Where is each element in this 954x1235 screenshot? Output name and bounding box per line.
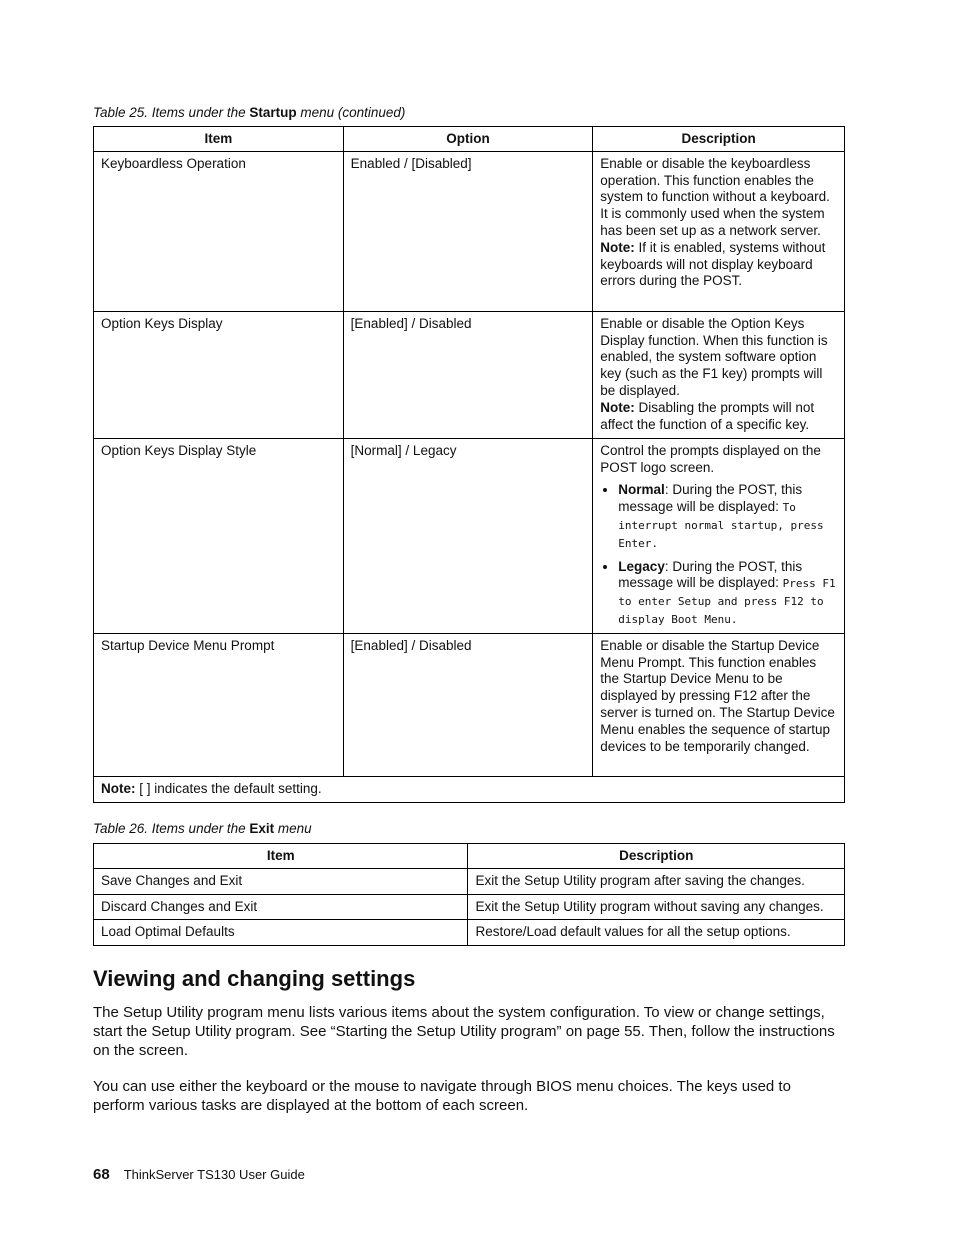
footnote-label: Note: xyxy=(101,780,136,796)
description-cell: Exit the Setup Utility program without saving any changes. xyxy=(468,894,845,920)
option-cell: [Normal] / Legacy xyxy=(343,438,593,633)
style-name: Legacy xyxy=(618,558,665,574)
table-row xyxy=(94,151,845,311)
option-cell: [Enabled] / Disabled xyxy=(343,311,593,438)
exit-menu-table xyxy=(93,843,845,946)
document-title: ThinkServer TS130 User Guide xyxy=(123,1167,305,1182)
note-text: Disabling the prompts will not affect the function of a specific key. xyxy=(600,399,815,432)
list-item xyxy=(618,559,837,629)
table-row xyxy=(94,438,845,633)
footnote-text: [ ] indicates the default setting. xyxy=(135,780,322,796)
table-row xyxy=(94,894,845,920)
column-header-description: Description xyxy=(468,844,845,869)
description-text: Enable or disable the keyboardless operation. This function enables the system to function without a keyboard. It is commonly used when the system has been set up as a network server. xyxy=(600,155,830,238)
column-header-option: Option xyxy=(343,127,593,152)
item-cell: Option Keys Display xyxy=(94,311,344,438)
item-cell: Load Optimal Defaults xyxy=(94,920,468,946)
note-text: If it is enabled, systems without keyboards will not display keyboard errors during the POST. xyxy=(600,239,826,289)
note-label: Note: xyxy=(600,239,635,255)
table-header-row xyxy=(94,127,845,152)
option-cell: Enabled / [Disabled] xyxy=(343,151,593,311)
column-header-item: Item xyxy=(94,127,344,152)
caption-menu-name: Startup xyxy=(249,105,297,120)
item-cell: Startup Device Menu Prompt xyxy=(94,633,344,776)
note-label: Note: xyxy=(600,399,635,415)
table-row xyxy=(94,920,845,946)
section-heading: Viewing and changing settings xyxy=(93,966,416,991)
item-cell: Keyboardless Operation xyxy=(94,151,344,311)
table-row xyxy=(94,311,845,438)
list-item xyxy=(618,482,837,552)
caption-text: menu (continued) xyxy=(296,105,406,120)
style-name: Normal xyxy=(618,482,665,498)
startup-menu-table xyxy=(93,126,845,803)
post-message-code: To interrupt normal startup, press Enter. xyxy=(618,501,824,550)
caption-menu-name: Exit xyxy=(249,821,275,836)
option-cell: [Enabled] / Disabled xyxy=(343,633,593,776)
description-text: Control the prompts displayed on the POST logo screen. xyxy=(600,442,821,475)
body-paragraph: The Setup Utility program menu lists various items about the system configuration. To view or change settings, start the Setup Utility program. See “Starting the Setup Utility program” on page 55. Then, follow the instructions on the screen. xyxy=(93,1004,835,1059)
description-cell xyxy=(593,438,845,633)
column-header-description: Description xyxy=(593,127,845,152)
item-cell: Save Changes and Exit xyxy=(94,868,468,894)
table-26-caption xyxy=(93,821,312,836)
column-header-item: Item xyxy=(94,844,468,869)
style-text: : During the POST, this message will be displayed: xyxy=(618,558,803,591)
page-number: 68 xyxy=(93,1166,110,1183)
description-cell xyxy=(593,311,845,438)
page-footer xyxy=(93,1166,305,1183)
footnote-cell xyxy=(94,776,845,802)
style-text: : During the POST, this message will be displayed: xyxy=(618,482,803,515)
table-row xyxy=(94,633,845,776)
item-cell: Option Keys Display Style xyxy=(94,438,344,633)
table-footnote-row xyxy=(94,776,845,802)
table-header-row xyxy=(94,844,845,869)
description-cell: Restore/Load default values for all the setup options. xyxy=(468,920,845,946)
option-style-list xyxy=(600,482,837,628)
table-25-caption xyxy=(93,105,405,120)
description-cell xyxy=(593,151,845,311)
caption-text: Table 25. Items under the xyxy=(93,105,250,120)
description-text: Enable or disable the Option Keys Display function. When this function is enabled, the system software option key (such as the F1 key) prompts will be displayed. xyxy=(600,315,828,398)
description-cell: Enable or disable the Startup Device Menu Prompt. This function enables the Startup Device Menu to be displayed by pressing F12 after the server is turned on. The Startup Device Menu enables the sequence of startup devices to be temporarily changed. xyxy=(593,633,845,776)
description-cell: Exit the Setup Utility program after saving the changes. xyxy=(468,868,845,894)
caption-text: Table 26. Items under the xyxy=(93,821,250,836)
caption-text: menu xyxy=(274,821,312,836)
body-paragraph: You can use either the keyboard or the mouse to navigate through BIOS menu choices. The keys used to perform various tasks are displayed at the bottom of each screen. xyxy=(93,1078,791,1114)
table-row xyxy=(94,868,845,894)
post-message-code: Press F1 to enter Setup and press F12 to display Boot Menu. xyxy=(618,577,836,626)
item-cell: Discard Changes and Exit xyxy=(94,894,468,920)
